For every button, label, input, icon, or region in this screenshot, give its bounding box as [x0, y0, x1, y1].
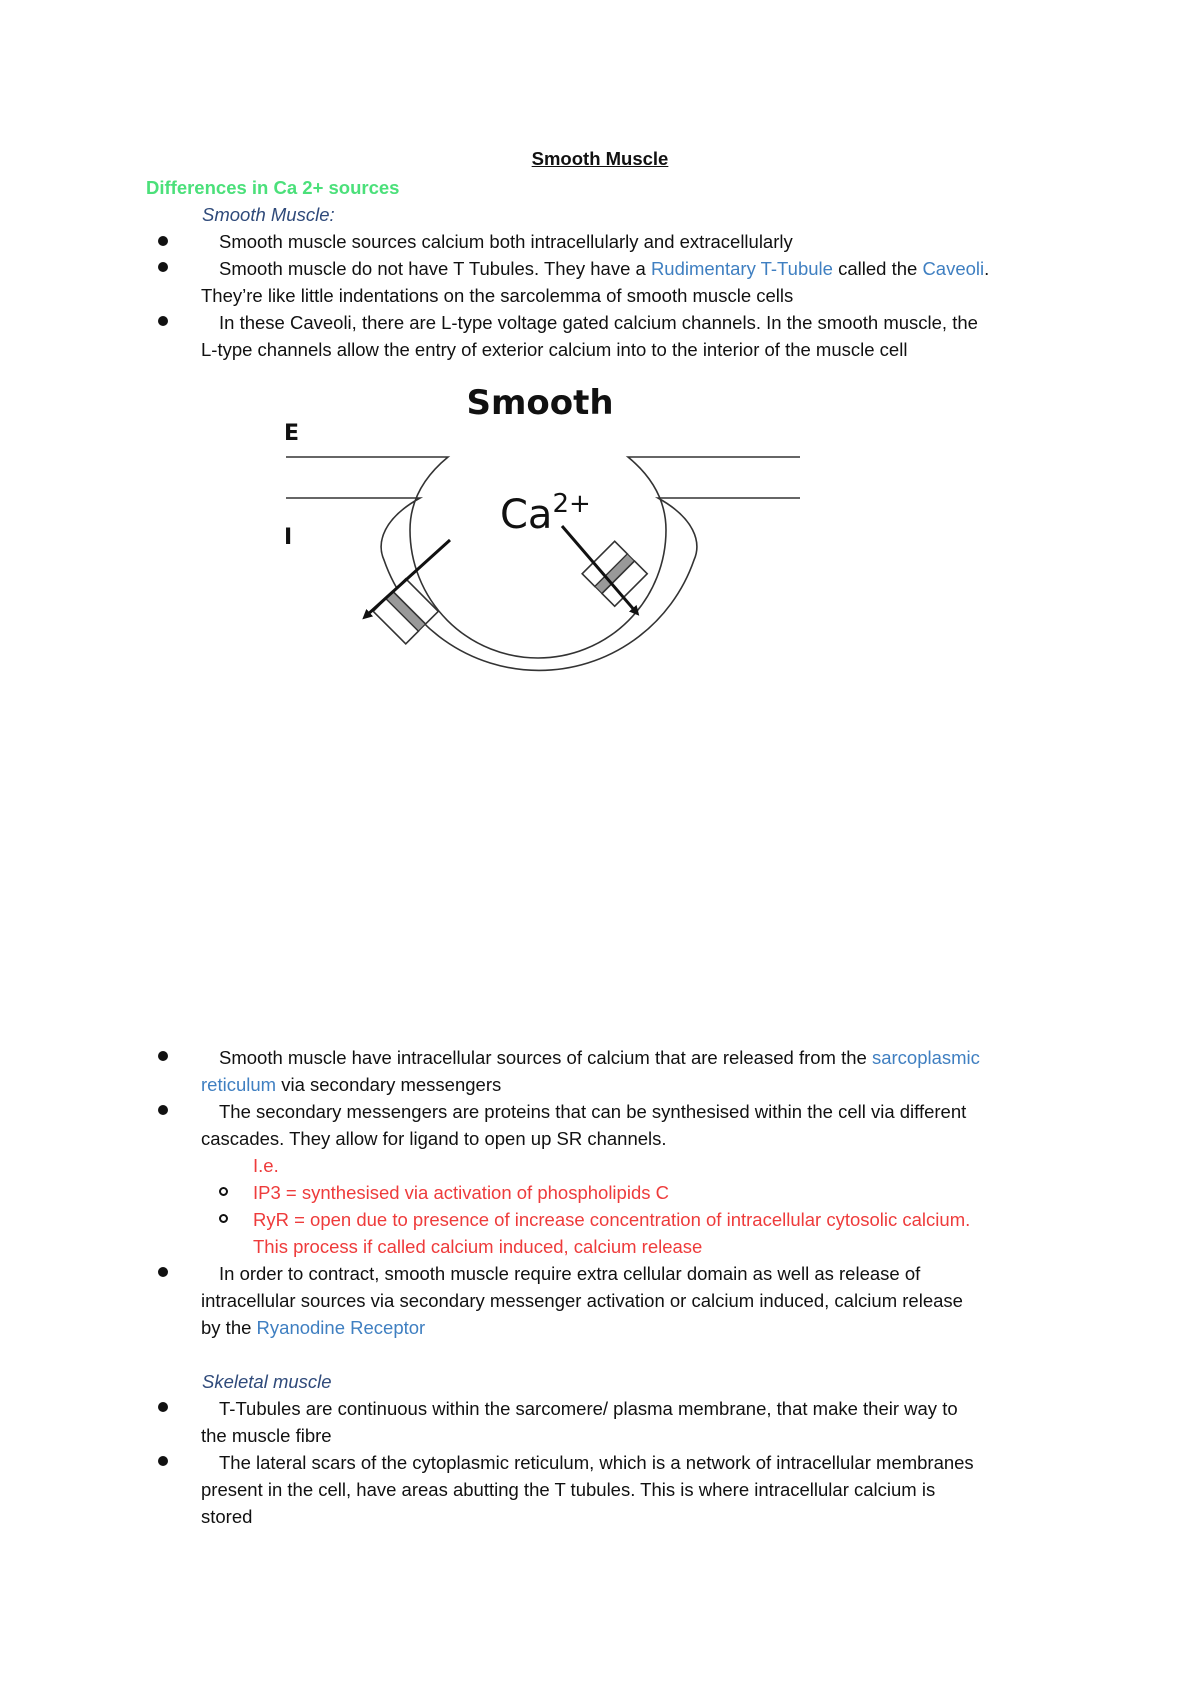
page-title: Smooth Muscle [531, 148, 669, 169]
l-type-channel-right [582, 541, 647, 606]
bullet-text-continued: the muscle fibre [201, 1425, 332, 1446]
bullet-dot [158, 236, 168, 246]
ie-label: I.e. [253, 1155, 279, 1176]
sub-bullet-circle [219, 1187, 228, 1196]
sub-bullet-text-continued: This process if called calcium induced, calcium release [253, 1236, 703, 1257]
bullet-text-continued: L-type channels allow the entry of exterior calcium into to the interior of the muscle cell [201, 339, 908, 360]
sub-bullet-circle [219, 1214, 228, 1223]
bullet-text: Smooth muscle sources calcium both intracellularly and extracellularly [219, 231, 793, 252]
bullet-text-continued: cascades. They allow for ligand to open up SR channels. [201, 1128, 667, 1149]
bullet-text-continued: intracellular sources via secondary messenger activation or calcium induced, calcium release [201, 1290, 963, 1311]
bullet-text: In order to contract, smooth muscle require extra cellular domain as well as release of [219, 1263, 921, 1284]
label-intracellular: I [284, 525, 293, 550]
term-ryanodine-receptor: Ryanodine Receptor [256, 1317, 426, 1338]
bullet-text: T-Tubules are continuous within the sarcomere/ plasma membrane, that make their way to [219, 1398, 958, 1419]
bullet-text: Smooth muscle have intracellular sources of calcium that are released from the sarcoplasmic [219, 1047, 980, 1068]
bullet-dot [158, 1051, 168, 1061]
term-sarcoplasmic: sarcoplasmic [871, 1047, 980, 1068]
bullet-text-continued: present in the cell, have areas abutting the T tubules. This is where intracellular calcium is [201, 1479, 936, 1500]
bullet-dot [158, 262, 168, 272]
bullet-dot [158, 1402, 168, 1412]
term-rudimentary-t-tubule: Rudimentary T-Tubule [650, 258, 833, 279]
subheading-smooth-muscle: Smooth Muscle: [202, 204, 335, 225]
bullet-text: In these Caveoli, there are L-type voltage gated calcium channels. In the smooth muscle, the [219, 312, 978, 333]
bullet-text: Smooth muscle do not have T Tubules. They have a Rudimentary T-Tubule called the Caveoli. [219, 258, 990, 279]
bullet-text-continued: by the Ryanodine Receptor [201, 1317, 426, 1338]
bullet-dot [158, 1267, 168, 1277]
bullet-text-continued: reticulum via secondary messengers [201, 1074, 502, 1095]
l-type-channel-left [373, 579, 438, 644]
sub-bullet-text: IP3 = synthesised via activation of phospholipids C [253, 1182, 669, 1203]
bullet-dot [158, 1456, 168, 1466]
sub-bullet-text: RyR = open due to presence of increase concentration of intracellular cytosolic calcium. [253, 1209, 971, 1230]
section-heading: Differences in Ca 2+ sources [146, 177, 400, 198]
bullet-text: The lateral scars of the cytoplasmic reticulum, which is a network of intracellular membranes [219, 1452, 974, 1473]
ion-label: $Ca^{2+}$ [500, 489, 591, 538]
bullet-text-continued: stored [201, 1506, 253, 1527]
bullet-text: The secondary messengers are proteins that can be synthesised within the cell via different [219, 1101, 967, 1122]
bullet-text-continued: They’re like little indentations on the sarcolemma of smooth muscle cells [201, 285, 794, 306]
subheading-skeletal-muscle: Skeletal muscle [202, 1371, 332, 1392]
caveoli-channel-diagram [270, 380, 830, 680]
bullet-dot [158, 1105, 168, 1115]
outer-membrane [286, 457, 800, 658]
diagram-title: Smooth [466, 383, 614, 423]
term-reticulum: reticulum [201, 1074, 277, 1095]
bullet-dot [158, 316, 168, 326]
term-caveoli: Caveoli [922, 258, 985, 279]
label-extracellular: E [284, 421, 300, 446]
